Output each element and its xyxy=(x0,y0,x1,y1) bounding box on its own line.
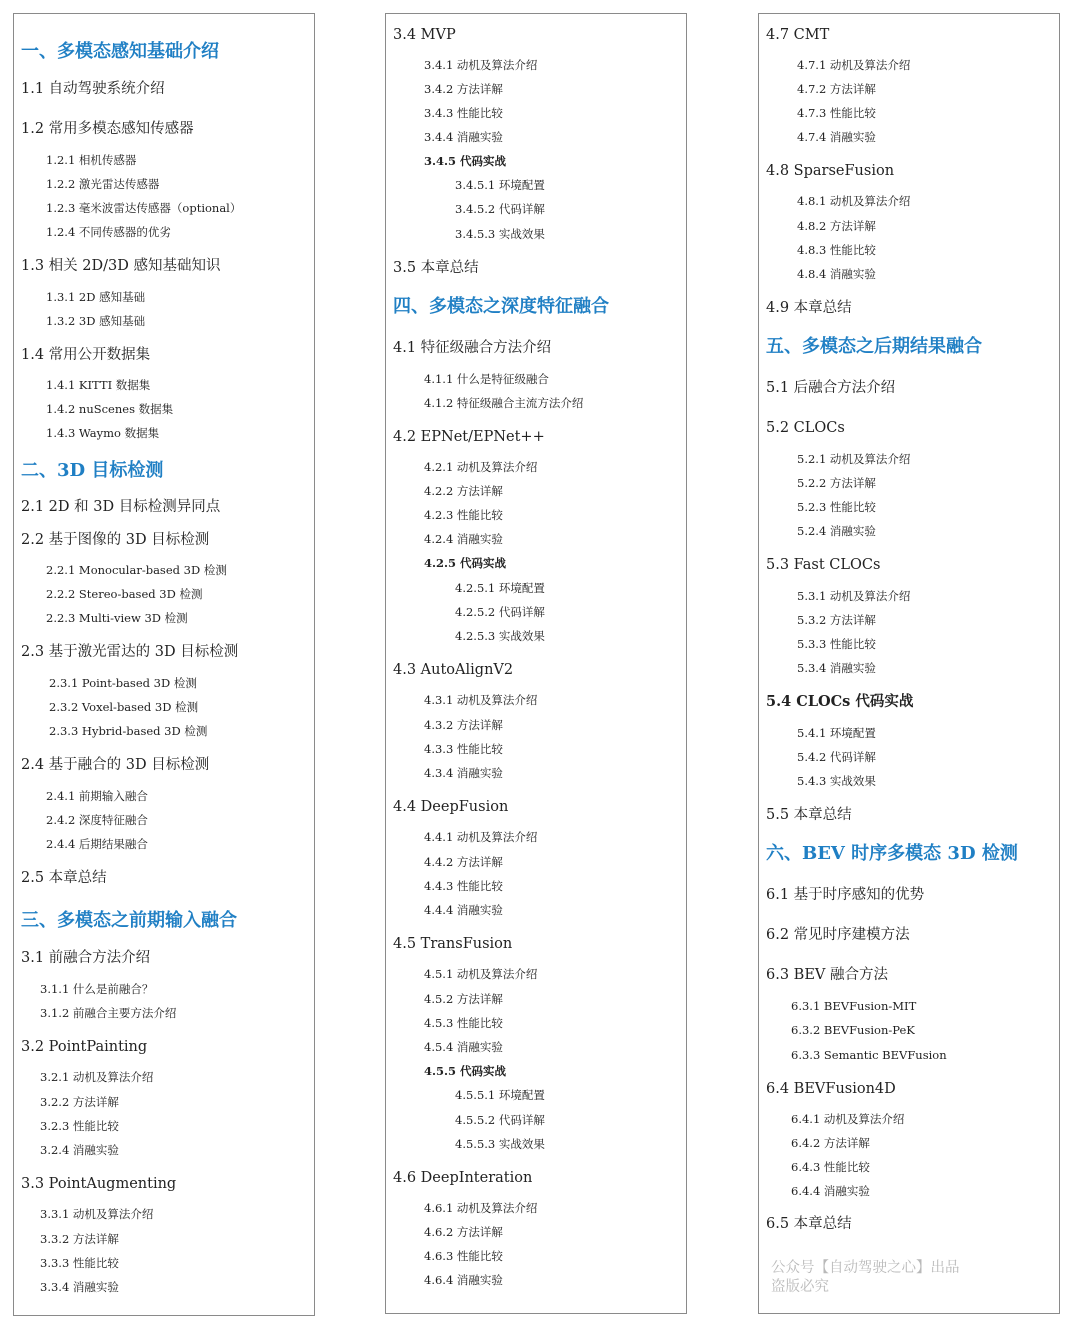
toc-sub-entry: 5.2.1 动机及算法介绍 xyxy=(797,452,911,466)
toc-sub-entry: 6.3.1 BEVFusion-MIT xyxy=(791,999,917,1013)
toc-sub-entry: 3.2.4 消融实验 xyxy=(40,1143,119,1157)
toc-sub-entry: 5.3.4 消融实验 xyxy=(797,661,876,675)
toc-chapter-entry: 三、多模态之前期输入融合 xyxy=(21,910,237,931)
toc-sub-entry: 4.5.5.3 实战效果 xyxy=(455,1137,545,1151)
toc-sub-entry: 1.2.2 激光雷达传感器 xyxy=(46,177,160,191)
toc-sub-entry: 1.2.3 毫米波雷达传感器（optional） xyxy=(46,201,242,215)
toc-sub-entry: 4.5.1 动机及算法介绍 xyxy=(424,967,538,981)
toc-sub-entry: 3.4.2 方法详解 xyxy=(424,82,503,96)
toc-section-entry: 5.2 CLOCs xyxy=(766,420,845,436)
toc-sub-entry: 4.4.2 方法详解 xyxy=(424,855,503,869)
toc-sub-entry: 5.2.4 消融实验 xyxy=(797,524,876,538)
toc-sub-entry: 1.3.2 3D 感知基础 xyxy=(46,314,146,328)
watermark-line-2: 盗版必究 xyxy=(771,1278,829,1295)
toc-sub-entry: 4.2.5 代码实战 xyxy=(424,556,507,570)
toc-section-entry: 1.1 自动驾驶系统介绍 xyxy=(21,81,165,97)
watermark xyxy=(771,1259,960,1297)
toc-section-entry: 3.3 PointAugmenting xyxy=(21,1176,177,1192)
toc-sub-entry: 6.3.3 Semantic BEVFusion xyxy=(791,1048,947,1062)
toc-sub-entry: 3.3.2 方法详解 xyxy=(40,1232,119,1246)
toc-section-entry: 1.4 常用公开数据集 xyxy=(21,347,151,363)
toc-sub-entry: 2.4.1 前期输入融合 xyxy=(46,789,148,803)
toc-section-entry: 2.4 基于融合的 3D 目标检测 xyxy=(21,757,210,773)
toc-section-entry: 6.4 BEVFusion4D xyxy=(766,1081,896,1097)
toc-sub-entry: 5.3.1 动机及算法介绍 xyxy=(797,589,911,603)
toc-sub-entry: 4.3.3 性能比较 xyxy=(424,742,503,756)
toc-section-entry: 5.5 本章总结 xyxy=(766,807,852,823)
toc-section-entry: 2.1 2D 和 3D 目标检测异同点 xyxy=(21,499,221,515)
toc-sub-entry: 6.4.3 性能比较 xyxy=(791,1160,870,1174)
toc-section-entry: 4.5 TransFusion xyxy=(393,936,513,952)
toc-sub-entry: 4.5.2 方法详解 xyxy=(424,992,503,1006)
toc-sub-entry: 4.7.3 性能比较 xyxy=(797,106,876,120)
toc-sub-entry: 1.4.3 Waymo 数据集 xyxy=(46,426,160,440)
toc-sub-entry: 2.3.2 Voxel-based 3D 检测 xyxy=(49,700,199,714)
toc-sub-entry: 3.3.3 性能比较 xyxy=(40,1256,119,1270)
toc-section-entry: 5.4 CLOCs 代码实战 xyxy=(766,693,914,710)
toc-sub-entry: 6.4.2 方法详解 xyxy=(791,1136,870,1150)
toc-column-2 xyxy=(385,13,687,1314)
toc-chapter-entry: 四、多模态之深度特征融合 xyxy=(393,296,609,317)
toc-sub-entry: 4.2.5.2 代码详解 xyxy=(455,605,545,619)
toc-sub-entry: 3.4.5.1 环境配置 xyxy=(455,178,545,192)
toc-sub-entry: 5.4.2 代码详解 xyxy=(797,750,876,764)
toc-sub-entry: 4.2.1 动机及算法介绍 xyxy=(424,460,538,474)
toc-sub-entry: 4.6.1 动机及算法介绍 xyxy=(424,1201,538,1215)
toc-sub-entry: 3.1.2 前融合主要方法介绍 xyxy=(40,1006,177,1020)
toc-section-entry: 2.5 本章总结 xyxy=(21,870,107,886)
toc-sub-entry: 1.4.1 KITTI 数据集 xyxy=(46,378,151,392)
toc-sub-entry: 4.4.1 动机及算法介绍 xyxy=(424,830,538,844)
toc-sub-entry: 4.4.3 性能比较 xyxy=(424,879,503,893)
toc-sub-entry: 4.2.2 方法详解 xyxy=(424,484,503,498)
toc-section-entry: 4.8 SparseFusion xyxy=(766,163,895,179)
toc-section-entry: 4.7 CMT xyxy=(766,27,830,43)
toc-section-entry: 3.2 PointPainting xyxy=(21,1039,148,1055)
toc-sub-entry: 5.4.3 实战效果 xyxy=(797,774,876,788)
toc-sub-entry: 2.2.1 Monocular-based 3D 检测 xyxy=(46,563,227,577)
toc-section-entry: 6.5 本章总结 xyxy=(766,1216,852,1232)
toc-section-entry: 4.3 AutoAlignV2 xyxy=(393,662,514,678)
toc-section-entry: 5.1 后融合方法介绍 xyxy=(766,380,896,396)
toc-sub-entry: 2.2.2 Stereo-based 3D 检测 xyxy=(46,587,203,601)
toc-sub-entry: 2.3.1 Point-based 3D 检测 xyxy=(49,676,197,690)
toc-sub-entry: 4.1.1 什么是特征级融合 xyxy=(424,372,549,386)
toc-sub-entry: 5.4.1 环境配置 xyxy=(797,726,876,740)
toc-sub-entry: 4.5.5 代码实战 xyxy=(424,1064,507,1078)
toc-section-entry: 6.3 BEV 融合方法 xyxy=(766,967,888,983)
toc-sub-entry: 4.6.3 性能比较 xyxy=(424,1249,503,1263)
watermark-line-1: 公众号【自动驾驶之心】出品 xyxy=(771,1260,960,1276)
toc-sub-entry: 6.4.4 消融实验 xyxy=(791,1184,870,1198)
toc-chapter-entry: 六、BEV 时序多模态 3D 检测 xyxy=(766,843,1018,864)
toc-sub-entry: 4.8.4 消融实验 xyxy=(797,267,876,281)
toc-sub-entry: 4.5.3 性能比较 xyxy=(424,1016,503,1030)
toc-chapter-entry: 五、多模态之后期结果融合 xyxy=(766,336,982,357)
toc-sub-entry: 5.3.3 性能比较 xyxy=(797,637,876,651)
toc-sub-entry: 4.8.3 性能比较 xyxy=(797,243,876,257)
toc-sub-entry: 5.3.2 方法详解 xyxy=(797,613,876,627)
toc-sub-entry: 4.6.4 消融实验 xyxy=(424,1273,503,1287)
toc-section-entry: 4.4 DeepFusion xyxy=(393,799,509,815)
toc-section-entry: 1.2 常用多模态感知传感器 xyxy=(21,121,194,137)
toc-sub-entry: 1.2.1 相机传感器 xyxy=(46,153,137,167)
toc-sub-entry: 4.5.5.1 环境配置 xyxy=(455,1088,545,1102)
toc-section-entry: 4.9 本章总结 xyxy=(766,300,852,316)
toc-section-entry: 2.2 基于图像的 3D 目标检测 xyxy=(21,532,210,548)
toc-section-entry: 4.1 特征级融合方法介绍 xyxy=(393,340,552,356)
toc-sub-entry: 2.4.4 后期结果融合 xyxy=(46,837,148,851)
toc-sub-entry: 3.2.2 方法详解 xyxy=(40,1095,119,1109)
toc-section-entry: 6.2 常见时序建模方法 xyxy=(766,927,910,943)
toc-sub-entry: 3.4.1 动机及算法介绍 xyxy=(424,58,538,72)
toc-section-entry: 6.1 基于时序感知的优势 xyxy=(766,887,925,903)
toc-sub-entry: 2.4.2 深度特征融合 xyxy=(46,813,148,827)
toc-column-3 xyxy=(758,13,1060,1314)
toc-section-entry: 3.5 本章总结 xyxy=(393,260,479,276)
toc-sub-entry: 4.2.5.3 实战效果 xyxy=(455,629,545,643)
toc-sub-entry: 4.3.4 消融实验 xyxy=(424,766,503,780)
toc-sub-entry: 3.4.4 消融实验 xyxy=(424,130,503,144)
toc-sub-entry: 1.2.4 不同传感器的优劣 xyxy=(46,225,171,239)
toc-sub-entry: 4.2.5.1 环境配置 xyxy=(455,581,545,595)
toc-section-entry: 4.2 EPNet/EPNet++ xyxy=(393,429,545,445)
toc-sub-entry: 5.2.3 性能比较 xyxy=(797,500,876,514)
toc-sub-entry: 2.3.3 Hybrid-based 3D 检测 xyxy=(49,724,208,738)
toc-section-entry: 4.6 DeepInteration xyxy=(393,1170,533,1186)
toc-section-entry: 3.4 MVP xyxy=(393,27,456,43)
toc-chapter-entry: 二、3D 目标检测 xyxy=(21,460,164,481)
toc-sub-entry: 6.3.2 BEVFusion-PeK xyxy=(791,1023,915,1037)
toc-sub-entry: 4.6.2 方法详解 xyxy=(424,1225,503,1239)
toc-sub-entry: 4.7.2 方法详解 xyxy=(797,82,876,96)
toc-sub-entry: 4.7.4 消融实验 xyxy=(797,130,876,144)
toc-sub-entry: 4.7.1 动机及算法介绍 xyxy=(797,58,911,72)
toc-sub-entry: 3.2.3 性能比较 xyxy=(40,1119,119,1133)
toc-sub-entry: 3.3.1 动机及算法介绍 xyxy=(40,1207,154,1221)
toc-sub-entry: 4.5.4 消融实验 xyxy=(424,1040,503,1054)
toc-section-entry: 5.3 Fast CLOCs xyxy=(766,557,881,573)
toc-sub-entry: 4.3.2 方法详解 xyxy=(424,718,503,732)
toc-sub-entry: 3.4.5.2 代码详解 xyxy=(455,202,545,216)
toc-sub-entry: 4.5.5.2 代码详解 xyxy=(455,1113,545,1127)
toc-sub-entry: 5.2.2 方法详解 xyxy=(797,476,876,490)
toc-sub-entry: 4.2.3 性能比较 xyxy=(424,508,503,522)
toc-sub-entry: 3.1.1 什么是前融合？ xyxy=(40,982,154,996)
toc-sub-entry: 1.4.2 nuScenes 数据集 xyxy=(46,402,174,416)
toc-sub-entry: 3.4.5 代码实战 xyxy=(424,154,507,168)
toc-section-entry: 1.3 相关 2D/3D 感知基础知识 xyxy=(21,258,221,274)
toc-sub-entry: 4.4.4 消融实验 xyxy=(424,903,503,917)
toc-sub-entry: 2.2.3 Multi-view 3D 检测 xyxy=(46,611,188,625)
toc-sub-entry: 4.8.1 动机及算法介绍 xyxy=(797,194,911,208)
toc-chapter-entry: 一、多模态感知基础介绍 xyxy=(21,41,219,62)
toc-section-entry: 3.1 前融合方法介绍 xyxy=(21,950,151,966)
toc-sub-entry: 3.2.1 动机及算法介绍 xyxy=(40,1070,154,1084)
toc-sub-entry: 4.8.2 方法详解 xyxy=(797,219,876,233)
toc-sub-entry: 3.4.3 性能比较 xyxy=(424,106,503,120)
toc-sub-entry: 3.4.5.3 实战效果 xyxy=(455,227,545,241)
toc-sub-entry: 6.4.1 动机及算法介绍 xyxy=(791,1112,905,1126)
toc-sub-entry: 4.3.1 动机及算法介绍 xyxy=(424,693,538,707)
toc-sub-entry: 1.3.1 2D 感知基础 xyxy=(46,290,146,304)
toc-section-entry: 2.3 基于激光雷达的 3D 目标检测 xyxy=(21,644,239,660)
toc-sub-entry: 4.2.4 消融实验 xyxy=(424,532,503,546)
toc-column-1 xyxy=(13,13,315,1316)
toc-sub-entry: 3.3.4 消融实验 xyxy=(40,1280,119,1294)
toc-sub-entry: 4.1.2 特征级融合主流方法介绍 xyxy=(424,396,584,410)
